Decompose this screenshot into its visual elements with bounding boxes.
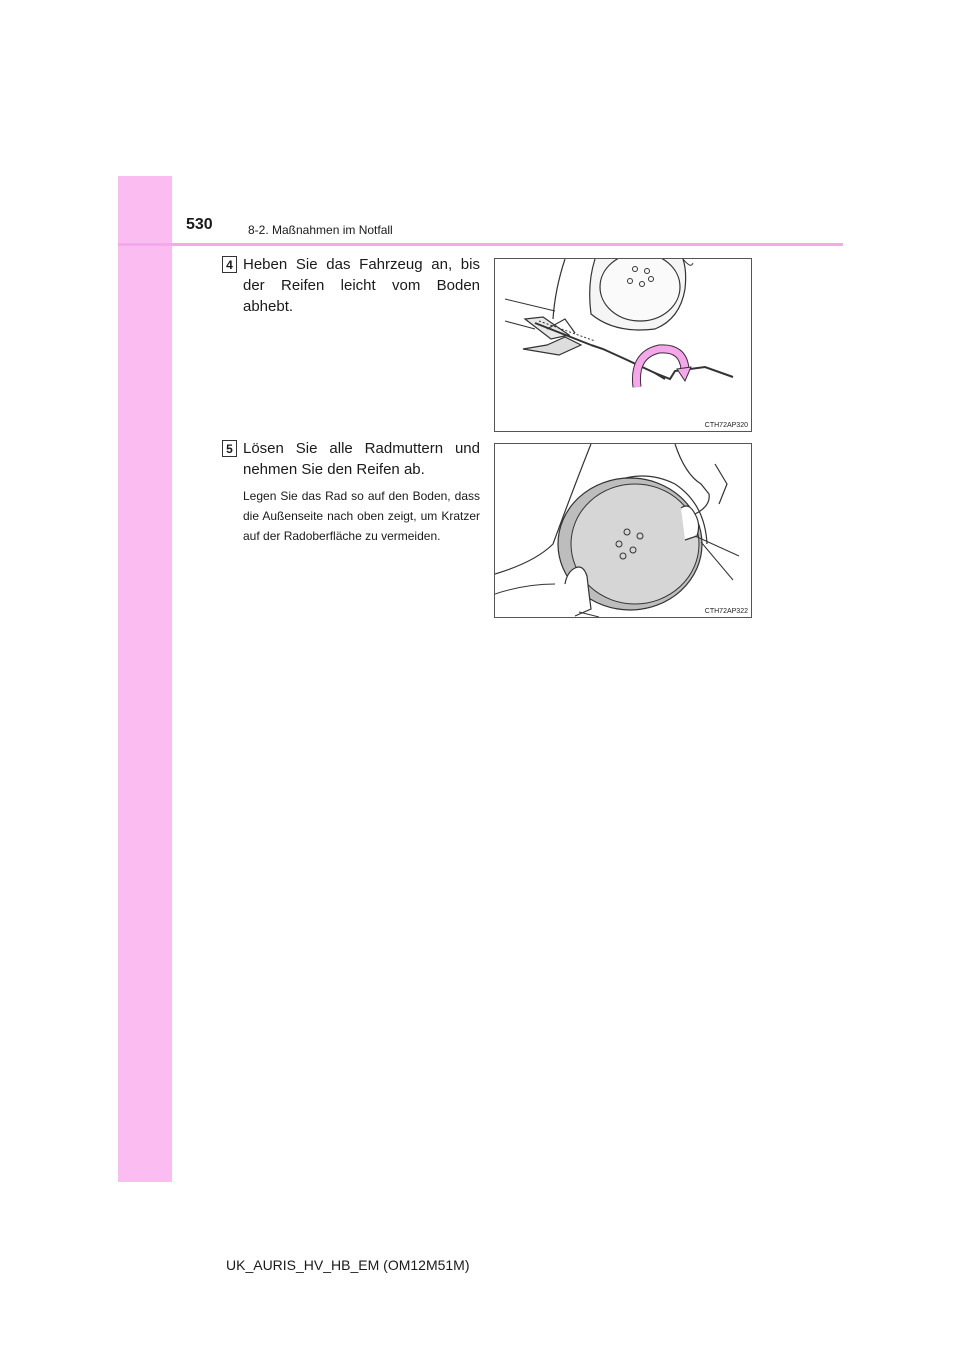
figure-remove-tire [494, 443, 752, 618]
figure-code: CTH72AP322 [704, 608, 748, 615]
footer-model-code: UK_AURIS_HV_HB_EM (OM12M51M) [226, 1257, 470, 1273]
header-rule [118, 243, 843, 246]
step-5-text: Lösen Sie alle Radmuttern und nehmen Sie den Reifen ab. [243, 440, 480, 478]
step-number-5: 5 [222, 440, 237, 457]
jack-illustration [495, 259, 751, 431]
section-title: 8-2. Maßnahmen im Notfall [248, 223, 393, 237]
step-number-4: 4 [222, 256, 237, 273]
step-4-text: Heben Sie das Fahrzeug an, bis der Reifen leicht vom Boden abhebt. [243, 256, 480, 315]
step-5-note: Legen Sie das Rad so auf den Boden, dass die Außenseite nach oben zeigt, um Kratzer auf der Radoberfläche zu vermeiden. [243, 489, 480, 543]
side-tab-bar [118, 176, 172, 1182]
figure-code: CTH72AP320 [704, 422, 748, 429]
tire-removal-illustration [495, 444, 751, 617]
figure-jack-lift [494, 258, 752, 432]
page-number: 530 [186, 216, 213, 233]
